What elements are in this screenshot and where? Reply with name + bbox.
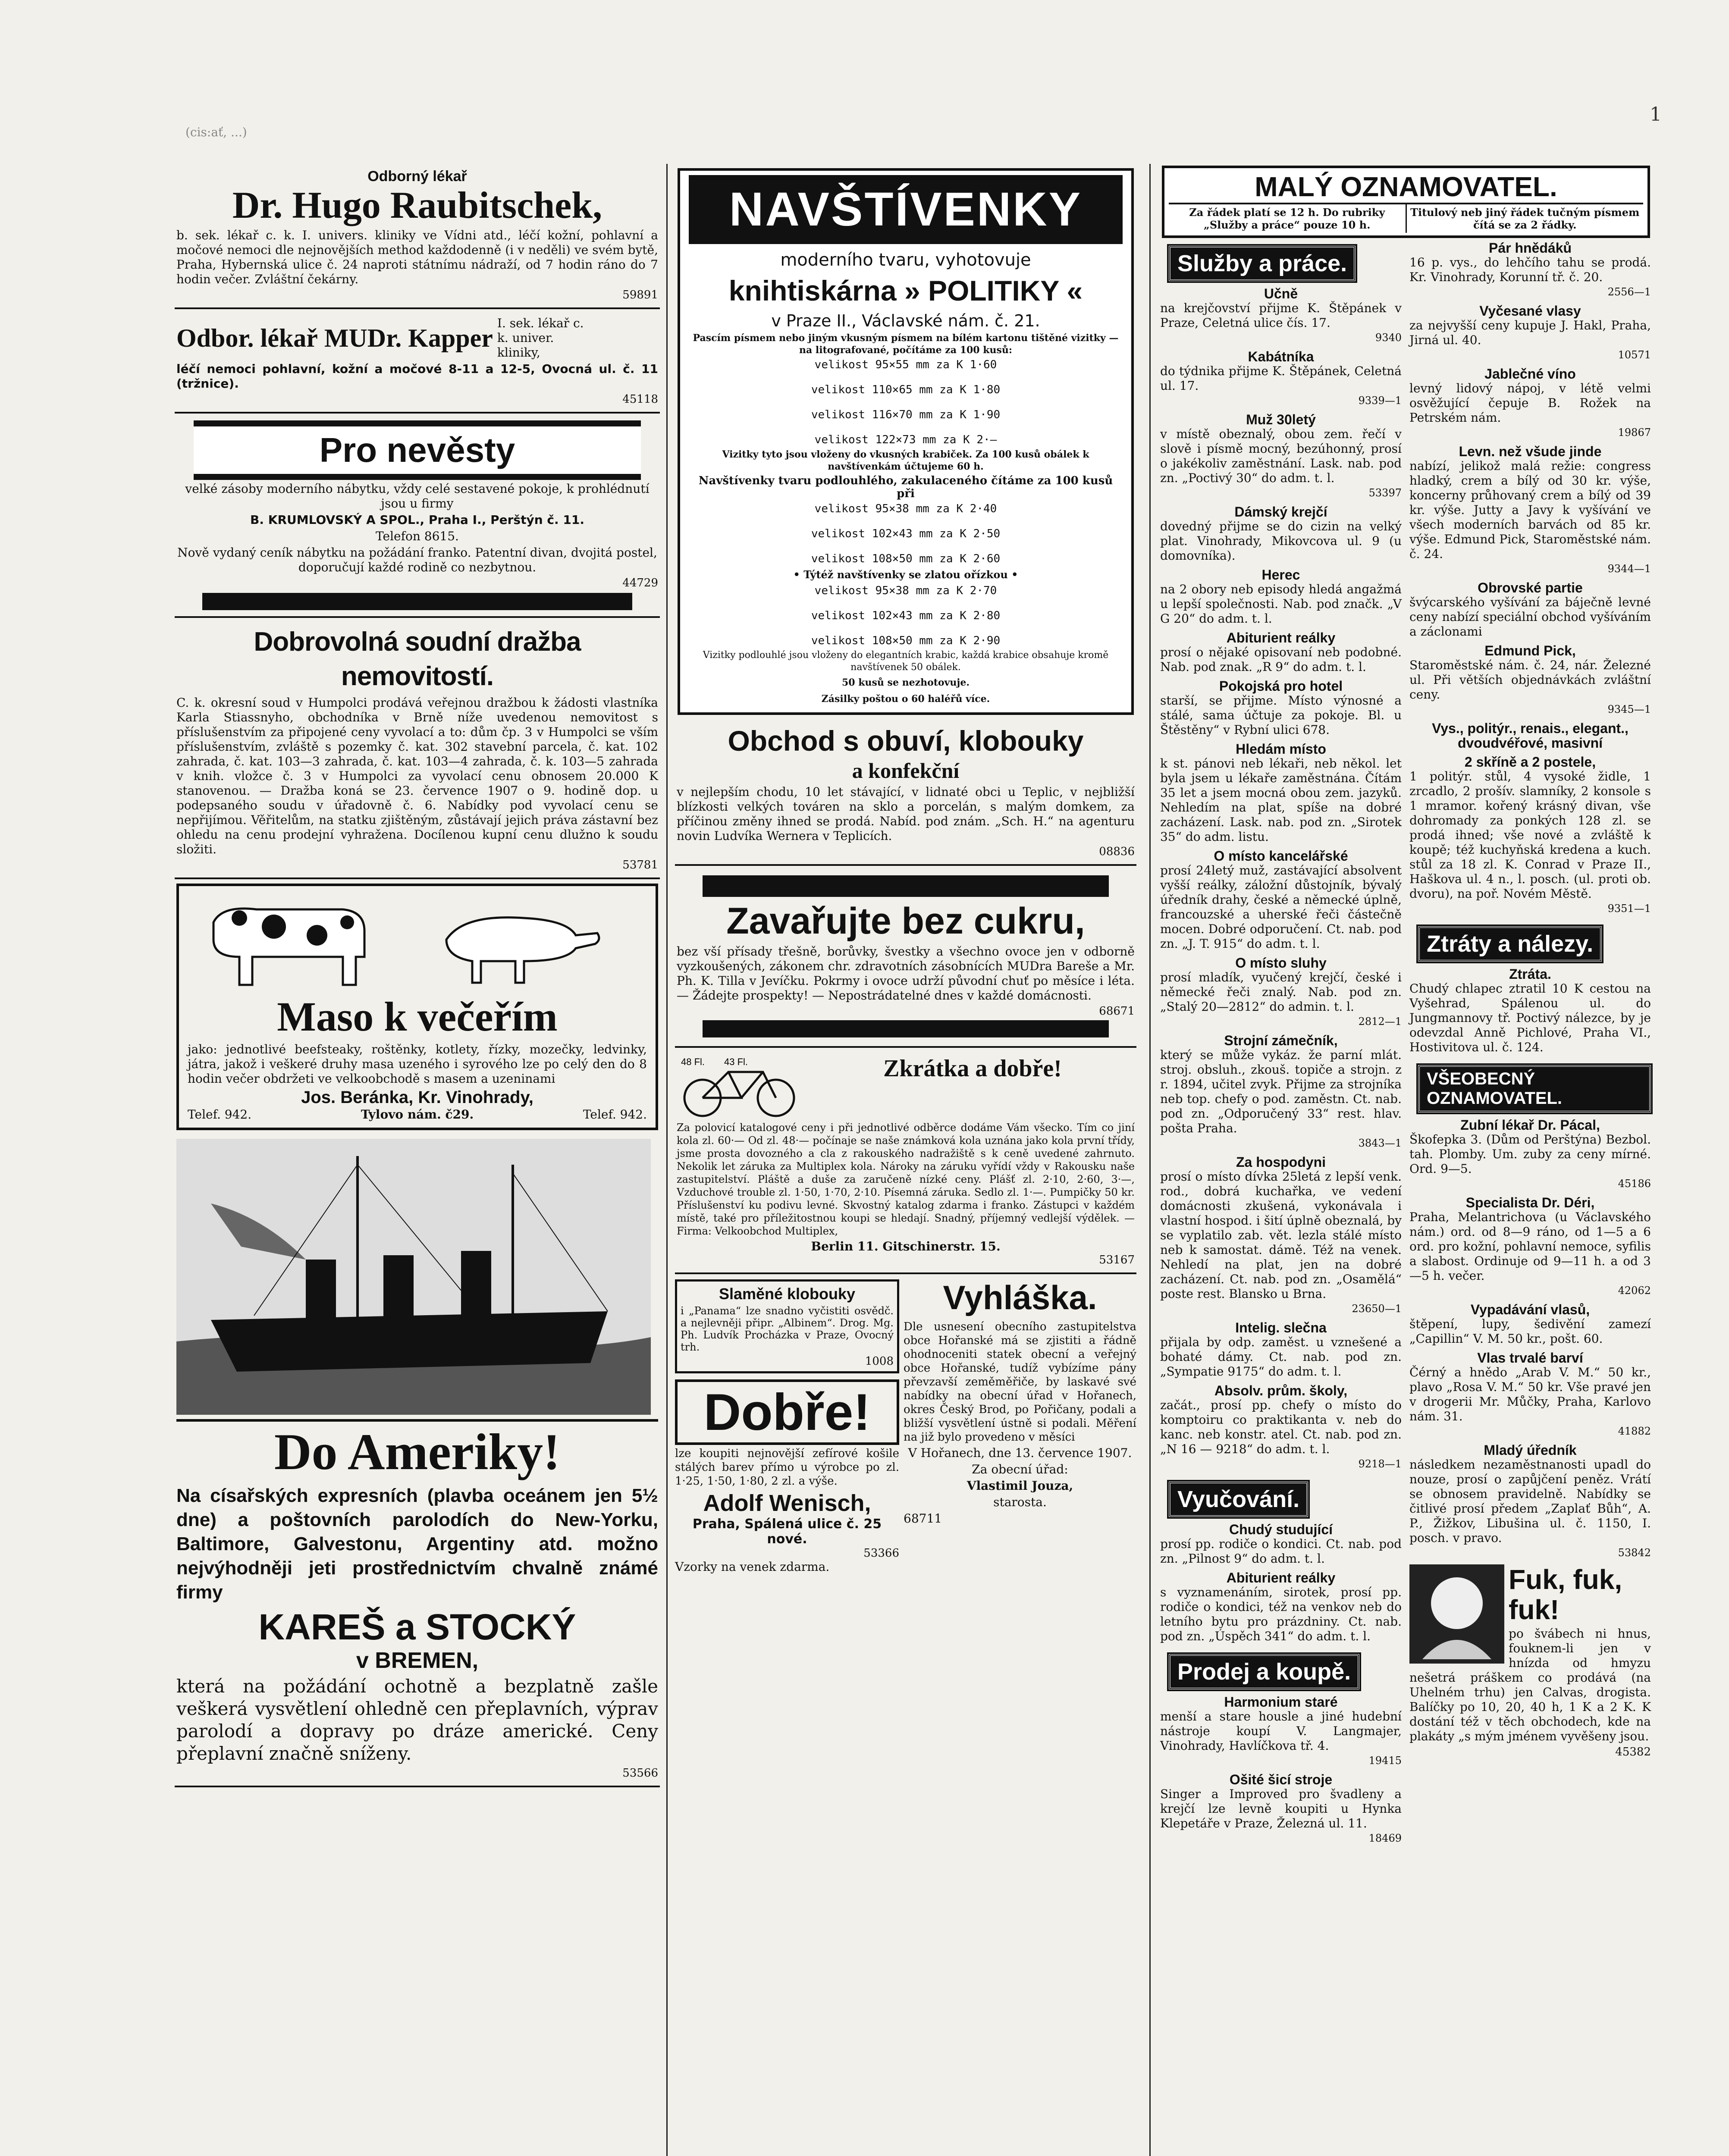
price-row: velikost 122×73 mm za K 2·— — [814, 433, 997, 446]
classified-heading: 2 skříně a 2 postele, — [1464, 754, 1596, 770]
classified-text: dovedný přijme se do cizin na velký plat. Vinohrady, Mikovcova ul. 9 (u domovníka). — [1160, 519, 1402, 563]
classified-ref: 23650—1 — [1352, 1303, 1402, 1315]
classified-text: prosí 24letý muž, zastávající absolvent vyšší reálky, záložní důstojník, bývalý úředník drahy, české a německé úplně, francouzské a uherské řeči částečně mocen. Dobré odporučení. Ct. nab. pod zn. „J. T. 915“ do adm. t. l. — [1160, 863, 1402, 951]
ad-title: NAVŠTÍVENKY — [689, 175, 1123, 244]
classified-ad — [1409, 1118, 1651, 1191]
section-sluzby: Služby a práce. — [1169, 246, 1356, 281]
ad-ref: 53167 — [1099, 1253, 1135, 1266]
classified-heading: Strojní zámečník, — [1224, 1033, 1338, 1048]
classified-text: Singer a Improved pro švadleny a krejčí lze levně koupiti u Hynka Klepetáře v Praze, Železná ul. 11. — [1160, 1787, 1402, 1830]
classified-heading: Absolv. prům. školy, — [1214, 1383, 1348, 1398]
classified-heading: Muž 30letý — [1246, 412, 1316, 427]
classified-heading: Pokojská pro hotel — [1219, 678, 1343, 694]
ad-title: Zkrátka a dobře! — [883, 1055, 1062, 1082]
header-noise: (cis:ať, ...) — [185, 125, 247, 139]
ad-text: Za polovicí katalogové ceny i při jednotlivé odběrce dodáme Vám všecko. Tím co jiní kola zl. 60·— Od zl. 48·— počínaje se naše známková kola uznána jako kola první třídy, jsme prosta dovozného a cla z rakouského nadražiště s k ceně uvedené zahrnuto. Nekolik let záruka za Multiplex kola. Nároky na záruku vyřídí vždy v Rakousku naše zastupitelství. Pláště a duše za zaručeně nízké ceny. Plášť zl. 2·10, 2·60, 3·—, Vzduchové trouble zl. 1·50, 1·70, 2·10. Písemná záruka. Sedlo zl. 1·—. Pumpičky 50 kr. Příslušenství ku podivu levné. Skvostný katalog zdarma i franko. Zástupci v každém místě, také pro příležitostnou koupi se hledají. Snadný, příjemný vedlejší výdělek. — Firma: Velkoobchod Multiplex, — [677, 1122, 1135, 1237]
ad-city: v BREMEN, — [356, 1648, 479, 1673]
classified-ad — [1160, 1522, 1402, 1566]
ad-drazba — [175, 620, 660, 879]
ad-firm: B. KRUMLOVSKÝ A SPOL., Praha I., Perštýn č. 11. — [250, 513, 584, 527]
classified-heading: Vypadávání vlasů, — [1470, 1302, 1590, 1317]
ad-note: Navštívenky tvaru podlouhlého, zakulaceného čítáme za 100 kusů při — [698, 474, 1113, 500]
classified-ad — [1160, 1320, 1402, 1379]
classified-heading: Vyčesané vlasy — [1479, 303, 1581, 319]
classified-ad — [1409, 367, 1651, 440]
price-row: velikost 116×70 mm za K 1·90 — [811, 408, 1001, 421]
classified-heading: Kabátníka — [1248, 349, 1314, 364]
classified-heading: Ztráta. — [1509, 966, 1551, 982]
ad-note: Vizitky tyto jsou vloženy do vkusných krabiček. Za 100 kusů obálek k navštívenkám účtujeme 60 h. — [722, 449, 1089, 472]
ad-title: Odbor. lékař MUDr. Kapper — [176, 323, 493, 352]
ad-title: Do Ameriky! — [176, 1419, 658, 1482]
classified-ref: 19867 — [1618, 426, 1651, 439]
classified-ad — [1160, 349, 1402, 408]
classifieds-body — [1160, 240, 1652, 1850]
classified-heading: Dámský krejčí — [1234, 504, 1327, 520]
classifieds-list-right-a — [1409, 241, 1651, 916]
ad-text: po švábech ni hnus, fouknem-li jen v hnízda od hmyzu nešetrá práškem co prodává (na Uhelném trhu) jen Calvas, drogista. Balíčky po 10, 20, 40 h, 1 K a 2 K. K dostání též v těch obchodech, kde na plakáty „s mým jménem vyvěšeny jsou. — [1409, 1626, 1651, 1743]
classified-heading: Herec — [1261, 567, 1300, 583]
classified-ad — [1160, 412, 1402, 500]
ad-text2: Nově vydaný ceník nábytku na požádání franko. Patentní divan, dvojitá postel, doporučují každé rodině co nezbytnou. — [177, 545, 657, 574]
ad-zkratka — [675, 1050, 1136, 1274]
ad-note: • Týtéž navštívenky se zlatou ořízkou • — [793, 568, 1018, 581]
section-ztraty: Ztráty a nálezy. — [1418, 926, 1602, 962]
classified-ref: 10571 — [1618, 349, 1651, 361]
classified-text: levný lidový nápoj, v létě velmi osvěžující čepuje B. Rožek na Petrském nám. — [1409, 381, 1651, 425]
ad-title: Fuk, fuk, fuk! — [1509, 1564, 1622, 1625]
column-left — [175, 164, 660, 1790]
ad-note: 50 kusů se nezhotovuje. — [842, 677, 970, 688]
classified-ad — [1409, 643, 1651, 717]
ad-ref: 08836 — [1099, 845, 1135, 858]
ad-zavarujte — [675, 868, 1136, 1048]
classifieds-list-vyucovani — [1160, 1522, 1402, 1644]
classified-text: prosí mladík, vyučený krejčí, české i německé řeči znalý. Nab. pod zn. „Stalý 20—2812“ do admin. t. l. — [1160, 970, 1402, 1014]
ad-ref: 68671 — [1099, 1005, 1135, 1018]
classified-heading: Mladý úředník — [1484, 1442, 1577, 1458]
classified-text: k st. pánovi neb lékaři, neb někol. let byla jsem u lékaře zaměstnána. Čítám 35 let a jsem mocná obou zem. jazyků. Nehledím na plat, spíše na dobré zacházení. Lask. nab. pod zn. „Sirotek 35“ do adm. listu. — [1160, 756, 1402, 844]
price-row: velikost 95×55 mm za K 1·60 — [814, 358, 997, 371]
classified-text: švýcarského vyšívání za báječně levné ceny nabízí speciální obchod vyšíváním a záclonami — [1409, 595, 1651, 639]
classified-heading: Abiturient reálky — [1226, 1570, 1336, 1586]
ad-text: i „Panama“ lze snadno vyčistiti osvědč. a nejlevněji připr. „Albinem“. Drog. Mg. Ph. Ludvík Procházka v Praze, Ovocný trh. — [681, 1305, 894, 1353]
ad-obuv — [675, 719, 1136, 866]
classified-ref: 53397 — [1368, 487, 1402, 499]
ad-ameriky — [175, 1134, 660, 1787]
classified-ad — [1160, 679, 1402, 737]
classified-heading: Vlas trvalé barví — [1477, 1350, 1583, 1366]
classified-ad — [1409, 1195, 1651, 1298]
classified-ad — [1160, 742, 1402, 844]
ad-vyhlaska — [904, 1277, 1136, 1578]
classified-text: na krejčovství přijme K. Štěpánek v Praze, Celetná ulice čís. 17. — [1160, 301, 1402, 330]
column-middle — [675, 164, 1136, 1578]
ad-phone-left: Telef. 942. — [188, 1107, 252, 1122]
ad-navstivenky — [678, 168, 1134, 715]
cow-pig-illustration — [188, 892, 645, 991]
ad-text: Na císařských expresních (plavba oceánem jen 5½ dne) a poštovních parolodích do New-Yorku, Baltimore, Galvestonu, Argentiny atd. možno nejvýhodněji jeti prostřednictvím chvalně známé firmy — [176, 1485, 658, 1603]
classified-ad — [1160, 1570, 1402, 1644]
classified-text: Chudý chlapec ztratil 10 K cestou na Vyšehrad, Spálenou ul. do Jungmannovy tř. Poctivý nálezce, by je odevzdal Anně Pichlové, Praha VI., Hostivitova ul. č. 124. — [1409, 981, 1651, 1054]
ad-title: Maso k večeřím — [277, 993, 558, 1040]
ad-pro-nevesty — [175, 416, 660, 618]
price-row: velikost 95×38 mm za K 2·70 — [814, 584, 997, 597]
classified-text: Praha, Melantrichova (u Václavského nám.) ord. od 8—9 ráno, od 1—5 a 6 ord. pro kožní, pohlavní nemoce, syfilis a slabost. Ordinuje od 9—11 h. a od 3—5 h. večer. — [1409, 1210, 1651, 1283]
classified-text: starší, se přijme. Místo výnosné a stálé, sama účtuje za pokoje. Bl. u Štěstěny“ v Rybní ulici 678. — [1160, 693, 1402, 737]
classifieds-title: MALÝ OZNAMOVATEL. — [1169, 171, 1643, 204]
classified-ad — [1409, 304, 1651, 362]
classified-text: v místě obeznalý, obou zem. řečí v slově i písmě mocný, bezúhonný, prosí o jakékoliv zaměstnání. Lask. nab. pod zn. „Poctivý 30“ do adm. t. l. — [1160, 427, 1402, 485]
ad-text: lze koupiti nejnovější zefírové košile stálých barev přímo u výrobce po zl. 1·25, 1·50, 1·80, 2 zl. a výše. — [675, 1447, 899, 1488]
classified-ad — [1160, 956, 1402, 1029]
classified-ad — [1409, 444, 1651, 576]
classified-heading: Pár hnědáků — [1488, 240, 1572, 256]
classified-heading: Vys., politýr., renais., elegant., dvoudvéřové, masivní — [1432, 721, 1629, 751]
price-row: velikost 102×43 mm za K 2·80 — [811, 609, 1001, 622]
column-right — [1160, 164, 1652, 1850]
classified-heading: Zubní lékař Dr. Pácal, — [1460, 1117, 1600, 1133]
ad-text: jako: jednotlivé beefsteaky, roštěnky, kotlety, řízky, mozečky, ledvinky, játra, jakož i veškeré druhy masa uzeného i syrového lze po celý den do 8 hodin večer obdržeti ve velkoobchodě s masem a uzeninami — [188, 1042, 647, 1086]
classified-ref: 18469 — [1368, 1832, 1402, 1844]
ad-phone-right: Telef. 942. — [583, 1107, 647, 1122]
classifieds-list-right-c — [1409, 1118, 1651, 1560]
ad-ref: 45118 — [622, 393, 658, 406]
ad-ref: 53781 — [622, 859, 658, 871]
classifieds-list-sluzby — [1160, 286, 1402, 1471]
ad-title: Dobře! — [675, 1379, 899, 1445]
ad-fuk — [1409, 1564, 1651, 1758]
classified-ad — [1160, 1155, 1402, 1316]
classified-ref: 53842 — [1618, 1547, 1651, 1559]
ad-title: Slaměné klobouky — [719, 1285, 856, 1303]
classified-text: na 2 obory neb episody hledá angažmá u lepší společnosti. Nab. pod značk. „V G 20“ do adm. t. l. — [1160, 582, 1402, 626]
classified-ad — [1409, 241, 1651, 299]
bicycle-illustration — [677, 1055, 806, 1119]
price-row: velikost 108×50 mm za K 2·60 — [811, 552, 1001, 565]
ad-ref: 45382 — [1615, 1745, 1651, 1758]
price-row: velikost 110×65 mm za K 1·80 — [811, 383, 1001, 396]
classified-ad — [1409, 1351, 1651, 1438]
price-row: velikost 108×50 mm za K 2·90 — [811, 634, 1001, 647]
classified-ad — [1409, 721, 1651, 750]
classified-ref: 3843—1 — [1358, 1137, 1402, 1149]
classified-heading: Levn. než všude jinde — [1459, 444, 1602, 459]
classified-heading: O místo sluhy — [1235, 955, 1327, 971]
ad-ref: 53566 — [622, 1767, 658, 1780]
steamship-illustration — [176, 1139, 651, 1415]
ad-phone: Telefon 8615. — [376, 529, 459, 543]
classified-text: s vyznamenáním, sirotek, prosí pp. rodiče o kondici, též na venkov neb do letního bytu pro prázdniny. Ct. nab. pod zn. „Úspěch 341“ do adm. t. l. — [1160, 1585, 1402, 1643]
ad-ref: 44729 — [622, 577, 658, 589]
classified-ref: 9351—1 — [1607, 903, 1651, 915]
classified-ad — [1160, 1695, 1402, 1768]
ad-firm: knihtiskárna » POLITIKY « — [728, 275, 1083, 307]
classified-heading: Intelig. slečna — [1235, 1320, 1327, 1335]
classified-heading: Učně — [1264, 286, 1298, 301]
classified-heading: Za hospodyni — [1236, 1154, 1326, 1170]
classified-ref: 2556—1 — [1607, 286, 1651, 298]
classified-heading: O místo kancelářské — [1214, 848, 1348, 864]
ad-text: léčí nemoci pohlavní, kožní a močové 8-11 a 12-5, Ovocná ul. č. 11 (tržnice). — [176, 362, 658, 391]
ad-firm: Jos. Beránka, Kr. Vinohrady, — [301, 1088, 533, 1107]
ad-raubitschek — [175, 164, 660, 309]
ad-subtitle: a konfekční — [852, 758, 960, 783]
classified-ref: 9345—1 — [1607, 703, 1651, 715]
ad-firm: Adolf Wenisch, — [703, 1490, 871, 1516]
ad-kicker: Odborný lékař — [367, 168, 467, 185]
rate-left: Za řádek platí se 12 h. Do rubriky „Služby a práce“ pouze 10 h. — [1169, 204, 1407, 233]
classified-text: za nejvyšší ceny kupuje J. Hakl, Praha, Jirná ul. 40. — [1409, 318, 1651, 347]
left-sub-column — [675, 1277, 899, 1578]
classified-ad — [1160, 286, 1402, 345]
decorative-bar — [703, 875, 1109, 897]
ad-sig: Za obecní úřad: — [972, 1462, 1068, 1476]
classified-heading: Abiturient reálky — [1226, 630, 1336, 646]
classified-text: menší a stare housle a jiné hudební nástroje koupí V. Langmajer, Vinohrady, Havlíčkova tř. 4. — [1160, 1709, 1402, 1753]
classified-ad — [1160, 567, 1402, 626]
classified-ref: 45186 — [1618, 1178, 1651, 1190]
classifieds-col-right — [1409, 240, 1651, 1850]
classified-heading: Ošité šicí stroje — [1229, 1772, 1333, 1787]
ad-title: Dr. Hugo Raubitschek, — [232, 185, 602, 226]
classified-ad — [1160, 1033, 1402, 1150]
classifieds-col-left — [1160, 240, 1402, 1850]
classified-ref: 9340 — [1375, 332, 1402, 344]
classifieds-list-prodej — [1160, 1695, 1402, 1846]
ad-note: Pascím písmem nebo jiným vkusným písmem na bílém kartonu tištěné vizitky — na litografované, počítáme za 100 kusů: — [693, 332, 1119, 356]
classified-text: začát., prosí pp. chefy o místo do komptoiru co praktikanta v. neb do kanc. neb konstr. atel. Ct. nab. pod zn. „N 16 — 9218“ do adm. t. l. — [1160, 1398, 1402, 1456]
classified-ref: 42062 — [1618, 1285, 1651, 1297]
classified-text: prosí o místo dívka 25letá z lepší venk. rod., dobrá kuchařka, ve vedení domácnosti zkušená, vykonávala i vlastní hospod. i šití úplně obeznalá, by se vyplatilo zab. vět. lezla stálé místo neb k samostat. dámě. Též na venek. Nehledí na plat, jen na dobré zacházení. Ct. nab. pod zn. „Osamělá“ poste rest. Blansko u Brna. — [1160, 1169, 1402, 1301]
decorative-bar — [703, 1020, 1109, 1037]
ad-text: bez vší přísady třešně, borůvky, švestky a všechno ovoce jen v odborně vyzkoušených, zákonem chr. zdravotních zásobnících MUDra Bareše a Mr. Ph. K. Tilla v Jevíčku. Pokrmy i ovoce udrží původní chuť po měsíce i léta. — Žádejte prospekty! — Nepostrádatelné dnes v každé domácnosti. — [677, 944, 1135, 1003]
classified-text: nabízí, jelikož malá režie: congress hladký, crem a bílý od 30 kr. výše, koncerny průhovaný crem a bílý od 39 kr. výše. Jutty a Javy k vyšívání ve všech moderních barvách od 85 kr. výše. Edmund Pick, Staroměstské nám. č. 24. — [1409, 459, 1651, 561]
ad-maso — [176, 884, 658, 1130]
ad-line: moderního tvaru, vyhotovuje — [780, 250, 1031, 270]
price-row: velikost 102×43 mm za K 2·50 — [811, 527, 1001, 540]
classified-ref: 9218—1 — [1358, 1458, 1402, 1470]
ad-text: b. sek. lékař c. k. I. univers. kliniky ve Vídni atd., léčí kožní, pohlavní a močové nemoci dle nejnovějších method každodenně (i v neděli) ve svém bytě, Praha, Hybernská ulice č. 24 naproti státnímu nádraží, od 7 hodin ráno do 7 hodin večer. Zvláštní čekárny. — [176, 228, 658, 286]
classified-text: který se může vykáz. že parní mlát. stroj. obsluh., zkouš. topiče a strojn. z r. 1894, učitel zvyk. Přijme za strojníka neb top. chefy o pod. zaměstn. Ct. nab. pod zn. „Odporučený 33“ rest. hlav. pošta Praha. — [1160, 1048, 1402, 1135]
classified-ad — [1409, 1443, 1651, 1560]
classified-ad — [1409, 580, 1651, 639]
classified-heading: Obrovské partie — [1478, 580, 1583, 595]
ad-klobouky — [675, 1279, 899, 1373]
ad-sig: starosta. — [993, 1495, 1047, 1509]
classified-ad — [1160, 505, 1402, 563]
ad-address: Praha, Spálená ulice č. 25 nové. — [692, 1517, 882, 1547]
section-vyucovani: Vyučování. — [1169, 1482, 1308, 1517]
ad-ref: 53366 — [863, 1547, 899, 1560]
ad-title: Vyhláška. — [943, 1279, 1097, 1316]
ad-note: Vizitky podlouhlé jsou vloženy do elegantních krabic, každá krabice obsahuje kromě navštívenek 50 obálek. — [703, 650, 1109, 673]
ad-footer: Vzorky na venek zdarma. — [675, 1560, 830, 1574]
classified-ad — [1160, 1383, 1402, 1471]
classified-heading: Hledám místo — [1236, 741, 1326, 757]
ad-dobre — [675, 1376, 899, 1578]
classifieds-header — [1162, 166, 1650, 238]
price-list-1 — [689, 358, 1123, 447]
price-list-2 — [689, 502, 1123, 566]
classified-text: Čérný a hnědo „Arab V. M.“ 50 kr., plavo „Rosa V. M.“ 50 kr. Vše pravé jen v drogerii Mr. Můčky, Praha, Karlovo nám. 31. — [1409, 1365, 1651, 1423]
ad-title: Obchod s obuví, klobouky — [728, 725, 1084, 757]
classified-ref: 2812—1 — [1358, 1015, 1402, 1028]
ad-title: Dobrovolná soudní dražba nemovitostí. — [254, 627, 581, 691]
ad-kapper — [175, 312, 660, 414]
ad-city: Berlin 11. Gitschinerstr. 15. — [811, 1239, 1001, 1253]
ad-text: C. k. okresní soud v Humpolci prodává veřejnou dražbou k žádosti vlastníka Karla Stiassnyho, obchodníka v Brně níže uvedenou nemovitost s příslušenstvím za připojené ceny vyvolací a to: dům čp. 3 v Humpolci se vším příslušenstvím, zvláště s pozemky č. kat. 302 stavební parcela, č. kat. 102 zahrada, č. kat. 103—3 zahrada, č. kat. 103—4 zahrada, č. k. 103—5 zahrada v knih. vložce č. 3 v Humpolci za vyvolací cenu obnosem 20.000 K stanovenou. — Dražba koná se 23. července 1907 o 9. hodině dop. u podepsaného soudu v úřadovně č. 6. Nabídky pod vyvolací cenu se nepřijímou. Věřitelům, na statku zjištěným, zůstávají jejich práva zástavní bez ohledu na cenu prodejní vyhražena. Docílenou kupní cenu dlužno k soudu složiti. — [176, 696, 658, 856]
ad-ref: 59891 — [622, 288, 658, 301]
classifieds-list-right-b — [1409, 967, 1651, 1055]
classified-ref: 9344—1 — [1607, 563, 1651, 575]
classified-ref: 41882 — [1618, 1425, 1651, 1437]
classified-heading: Jablečné víno — [1484, 366, 1576, 382]
ad-text: Dle usnesení obecního zastupitelstva obce Hořanské má se zjistiti a řádně ohodnoceniti statek obecní a veřejný obce Hořanské, tudíž vybízíme pány převzavší zeměměřiče, by laskavé své nabídky na obecní úřad v Hořanech, okres Český Brod, po Pořičany, podali a bližší vysvětlení ústně si podali. Měření na již bylo provedeno v měsíci — [904, 1320, 1136, 1444]
ad-ref: 1008 — [865, 1355, 894, 1368]
ad-address: v Praze II., Václavské nám. č. 21. — [771, 311, 1040, 330]
classified-ad — [1160, 849, 1402, 951]
classified-ref: 19415 — [1368, 1755, 1402, 1767]
ad-side: I. sek. lékař c. k. univer. kliniky, — [497, 316, 584, 360]
classified-text: štěpení, lupy, šedivění zamezí „Capillin“ V. M. 50 kr., pošt. 60. — [1409, 1317, 1651, 1346]
classified-text: do týdnika přijme K. Štěpánek, Celetná ul. 17. — [1160, 364, 1402, 393]
ad-text: velké zásoby moderního nábytku, vždy celé sestavené pokoje, k prohlédnutí jsou u firmy — [185, 482, 650, 511]
ad-text2: která na požádání ochotně a bezplatně zašle veškerá vysvětlení ohledně cen přeplavních, výprav parolodí a dopravy po dráze americké. Ceny přeplavní značně sníženy. — [176, 1676, 658, 1764]
ad-sig: V Hořanech, dne 13. července 1907. — [908, 1446, 1132, 1460]
ad-title: Pro nevěsty — [194, 420, 641, 480]
classified-text: přijala by odp. zaměst. u vznešené a bohaté dámy. Ct. nab. pod zn. „Sympatie 9175“ do adm. t. l. — [1160, 1335, 1402, 1379]
ad-title: Zavařujte bez cukru, — [726, 900, 1085, 942]
ad-sig: Vlastimil Jouza, — [966, 1479, 1073, 1493]
classified-ad — [1160, 630, 1402, 674]
classified-text: Škofepka 3. (Dům od Perštýna) Bezbol. tah. Plomby. Um. zuby za ceny mírné. Ord. 9—5. — [1409, 1132, 1651, 1176]
classified-text: prosí o nějaké opisovaní neb podobné. Nab. pod znak. „R 9“ do adm. t. l. — [1160, 645, 1402, 674]
classified-heading: Specialista Dr. Déri, — [1465, 1195, 1595, 1210]
classified-heading: Chudý studující — [1229, 1522, 1333, 1537]
section-vseobecny: VŠEOBECNÝ OZNAMOVATEL. — [1418, 1065, 1651, 1112]
page-corner-number: 1 — [1650, 103, 1662, 125]
price-tag-1: 48 Fl. — [681, 1056, 705, 1067]
ad-text: v nejlepším chodu, 10 let stávající, v lidnaté obci u Teplic, v nejbližší blízkosti velkých továren na sklo a porcelán, s malým domkem, za příčinou změny ihned se prodá. Nabíd. pod znám. „Sch. H.“ na agenturu novin Ludvíka Wernera v Teplicích. — [677, 785, 1135, 843]
row-bottom-middle — [675, 1277, 1136, 1578]
column-rule-1 — [666, 164, 668, 2156]
classified-ad — [1409, 755, 1651, 916]
ad-address: Tylovo nám. č29. — [361, 1107, 474, 1122]
ad-ref: 68711 — [904, 1511, 942, 1526]
price-list-3 — [689, 584, 1123, 648]
classified-text: 1 politýr. stůl, 4 vysoké židle, 1 zrcadlo, 2 prošív. slamníky, 2 konsole s 1 mramor. kořený krásný divan, vše dohromady za ponkých 128 zl. se prodá ihned; vše nové a zvláště k koupě; též kuchyňská kredena a kuch. stůl za 18 zl. K. Conrad v Praze II., Haškova ul. 4 n., l. posch. (ul. proti ob. dvoru), na poř. Novém Městě. — [1409, 769, 1651, 901]
woodcut-illustration — [1409, 1564, 1504, 1664]
classified-heading: Harmonium staré — [1224, 1694, 1338, 1710]
rate-right: Titulový neb jiný řádek tučným písmem čítá se za 2 řádky. — [1410, 206, 1640, 231]
ad-firm: KAREŠ a STOCKÝ — [258, 1607, 576, 1647]
classifieds-rates — [1169, 204, 1643, 233]
classified-text: Staroměstské nám. č. 24, nár. Železné ul. Při větších objednávkách zvláštní ceny. — [1409, 658, 1651, 702]
classified-heading: Edmund Pick, — [1484, 643, 1576, 658]
decorative-bar — [202, 593, 632, 610]
classified-text: 16 p. vys., do lehčího tahu se prodá. Kr. Vinohrady, Korunní tř. č. 20. — [1409, 255, 1651, 284]
section-prodej: Prodej a koupě. — [1169, 1654, 1359, 1689]
column-rule-2 — [1149, 164, 1151, 2156]
classified-ad — [1160, 1772, 1402, 1846]
price-tag-2: 43 Fl. — [724, 1056, 748, 1067]
classified-ad — [1409, 967, 1651, 1055]
classified-ref: 9339—1 — [1358, 395, 1402, 407]
ad-note: Zásilky poštou o 60 haléřů více. — [821, 693, 990, 705]
classified-text: následkem nezaměstnanosti upadl do nouze, prosí o zapůjčení peněz. Vrátí se obnosem pravidelně. Nabídky se čitlivé prosí předem „Zaplať Bůh“, A. P., Žižkov, Libušina ul. č. 1150, I. posch. v pravo. — [1409, 1457, 1651, 1545]
classified-ad — [1409, 1302, 1651, 1346]
classified-text: prosí pp. rodiče o kondici. Ct. nab. pod zn. „Pilnost 9“ do adm. t. l. — [1160, 1537, 1402, 1566]
price-row: velikost 95×38 mm za K 2·40 — [814, 502, 997, 515]
